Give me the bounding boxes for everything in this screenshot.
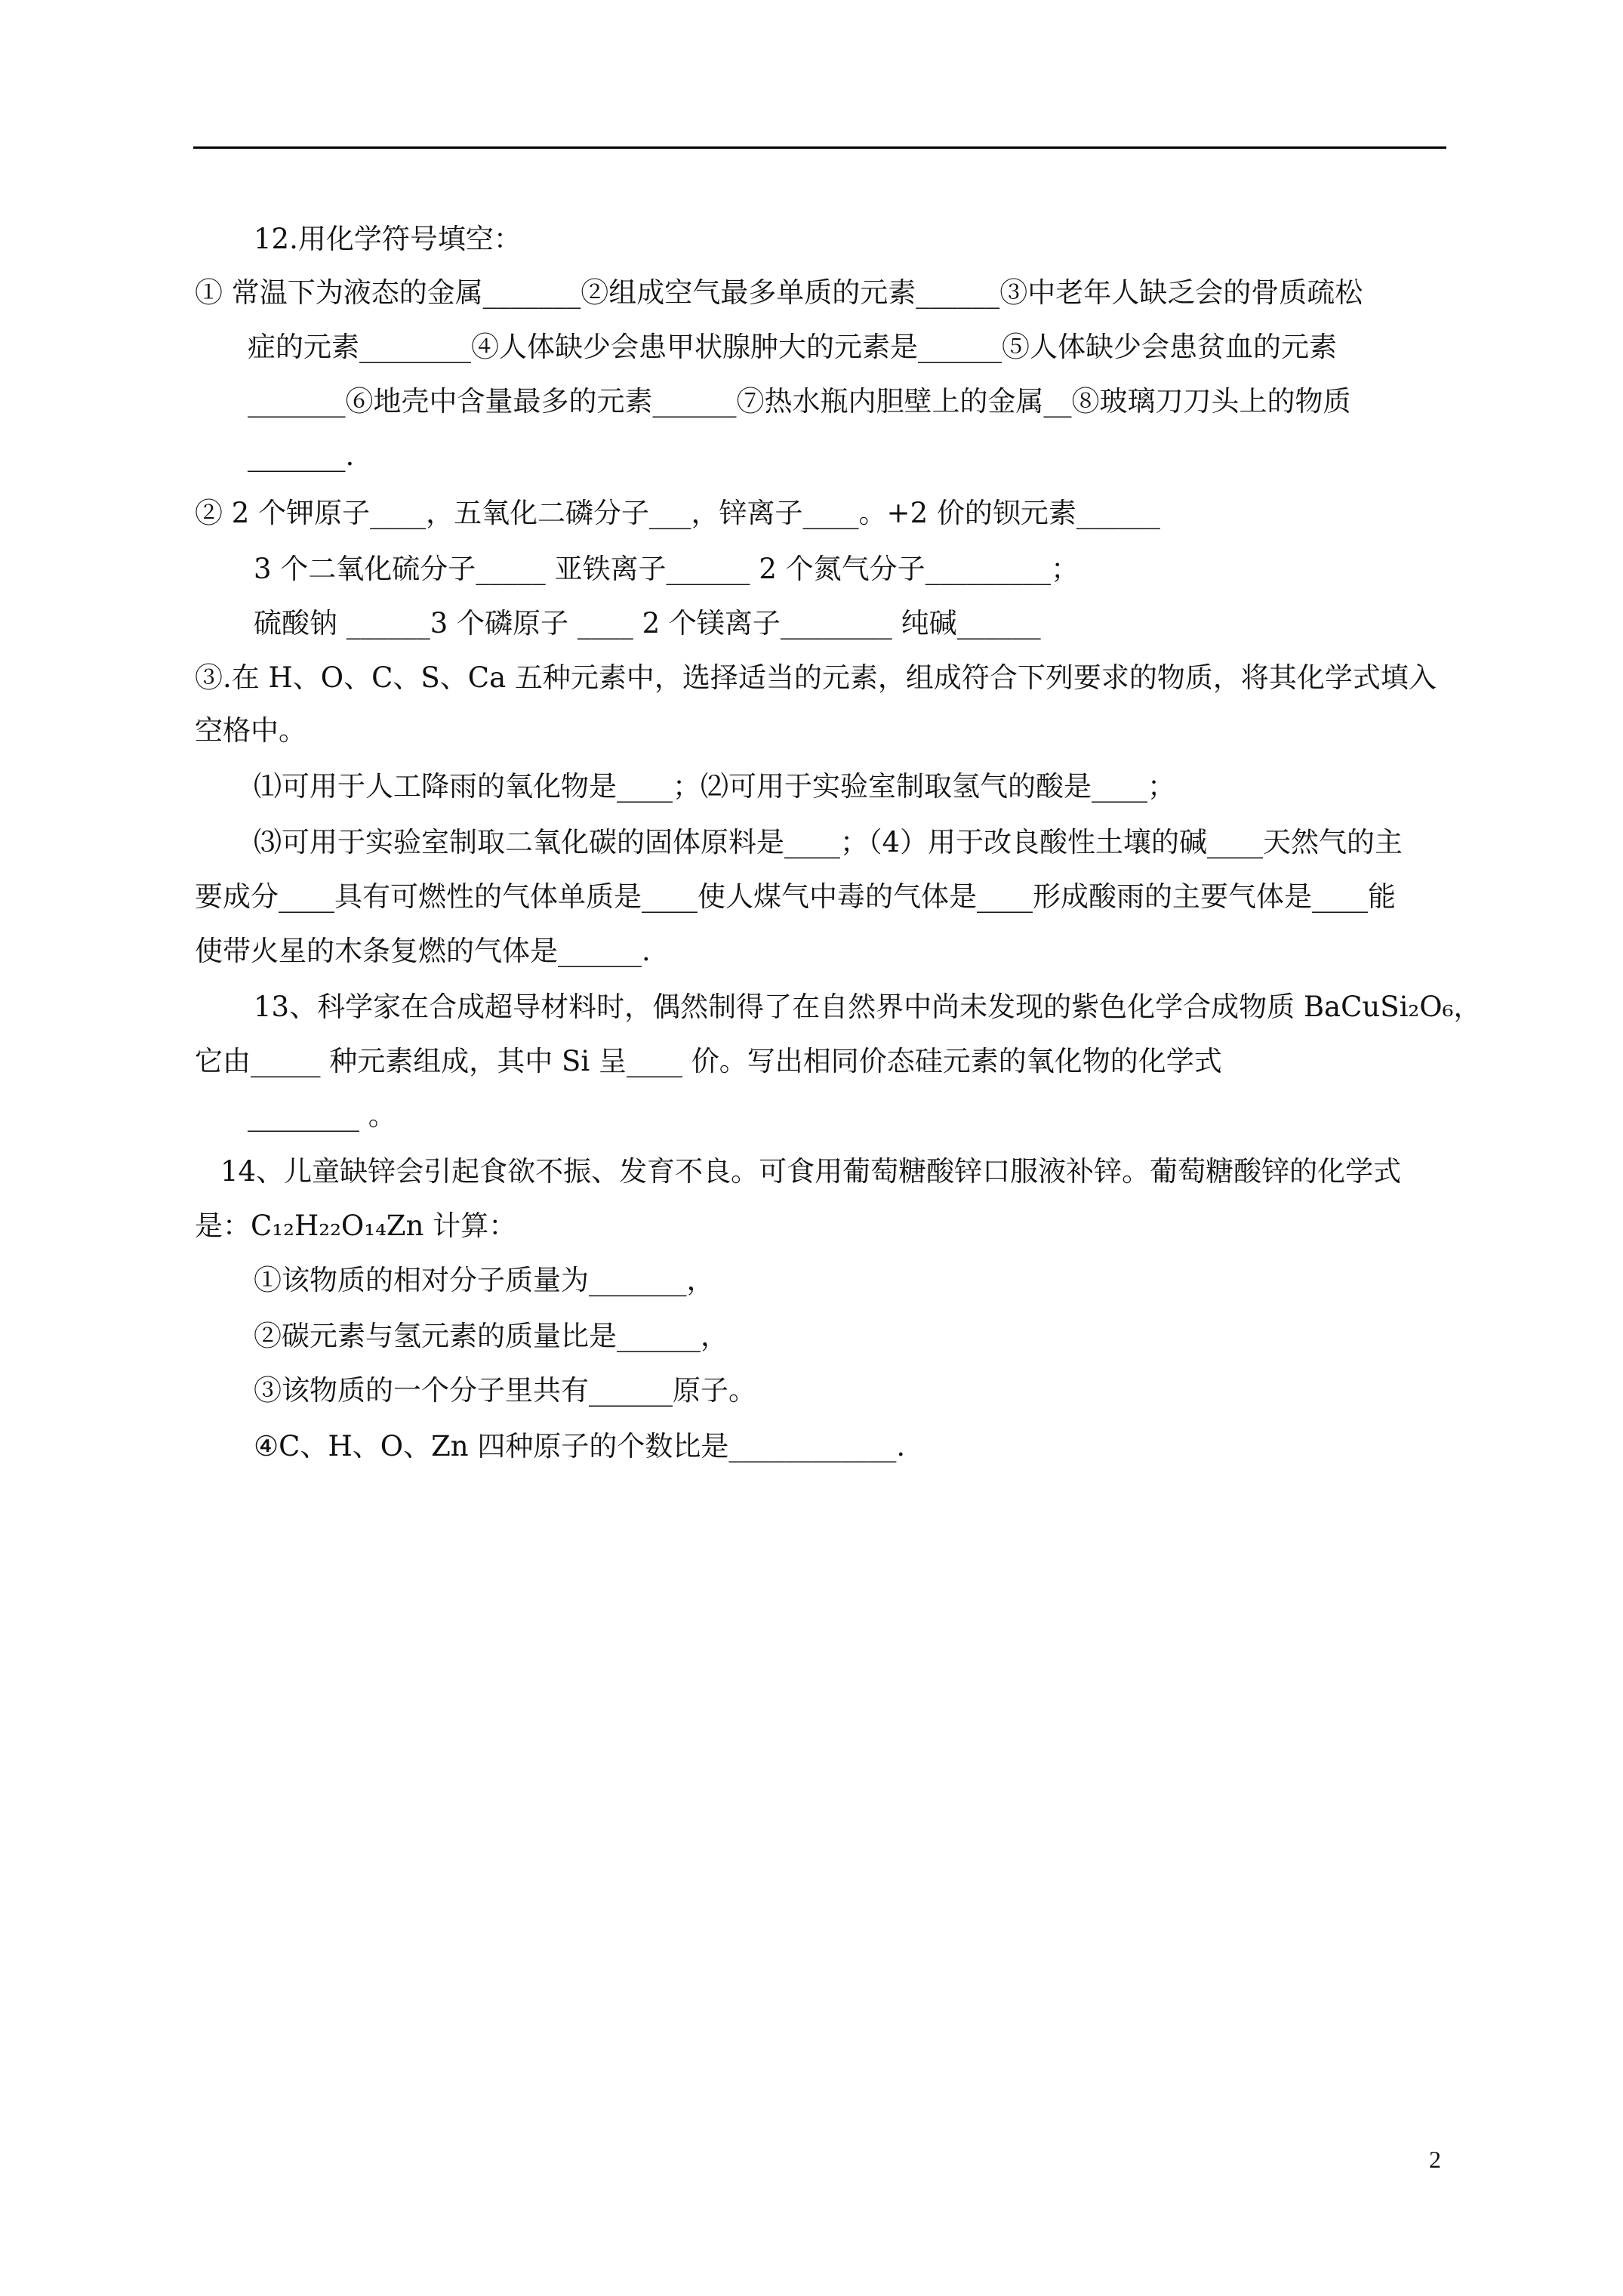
q13-line2: 它由_____ 种元素组成，其中 Si 呈____ 价。写出相同价态硅元素的氧化物的化学式 <box>195 1045 1222 1077</box>
q14-line1: 14、儿童缺锌会引起食欲不振、发育不良。可食用葡萄糖酸锌口服液补锌。葡萄糖酸锌的化学式 <box>220 1155 1402 1188</box>
q12-part1-line3: _______⑥地壳中含量最多的元素______⑦热水瓶内胆壁上的金属__⑧玻璃刀刀头上的物质 <box>248 385 1351 418</box>
q13-line1: 13、科学家在合成超导材料时，偶然制得了在自然界中尚未发现的紫色化学合成物质 BaCuSi₂O₆， <box>254 991 1482 1023</box>
q14-item1: ①该物质的相对分子质量为_______， <box>254 1264 715 1296</box>
q12-part2-line1: ② 2 个钾原子____，五氧化二磷分子___，锌离子____。+2 价的钡元素______ <box>195 497 1160 529</box>
q12-part3-line6: 使带火星的木条复燃的气体是______. <box>195 935 651 967</box>
q12-part1-line4: _______. <box>248 439 355 472</box>
q12-part3-item1: ⑴可用于人工降雨的氧化物是____；⑵可用于实验室制取氢气的酸是____； <box>254 770 1175 803</box>
page-number: 2 <box>1429 2146 1441 2173</box>
q12-title: 12.用化学符号填空： <box>254 223 522 255</box>
q14-item4: ④C、H、O、Zn 四种原子的个数比是____________. <box>254 1430 906 1462</box>
header-rule <box>193 146 1446 149</box>
q14-item3: ③该物质的一个分子里共有______原子。 <box>254 1374 756 1407</box>
q14-item2: ②碳元素与氢元素的质量比是______， <box>254 1320 728 1352</box>
q12-part3-line2: 空格中。 <box>195 714 306 747</box>
q14-line2: 是：C₁₂H₂₂O₁₄Zn 计算： <box>195 1210 517 1242</box>
q12-part2-line2: 3 个二氧化硫分子_____ 亚铁离子______ 2 个氮气分子_________； <box>254 553 1079 585</box>
q13-line3: ________ 。 <box>248 1099 396 1132</box>
q12-part2-line3: 硫酸钠 ______3 个磷原子 ____ 2 个镁离子________ 纯碱______ <box>254 607 1041 639</box>
q12-part1-line1: ① 常温下为液态的金属_______②组成空气最多单质的元素______③中老年人缺乏会的骨质疏松 <box>195 276 1363 309</box>
q12-part3-item3: ⑶可用于实验室制取二氧化碳的固体原料是____；（4）用于改良酸性土壤的碱____天然气的主 <box>254 826 1403 858</box>
q12-part3-line5: 要成分____具有可燃性的气体单质是____使人煤气中毒的气体是____形成酸雨的主要气体是____能 <box>195 880 1396 913</box>
q12-part1-line2: 症的元素________④人体缺少会患甲状腺肿大的元素是______⑤人体缺少会患贫血的元素 <box>248 331 1337 363</box>
q12-part3-line1: ③.在 H、O、C、S、Ca 五种元素中，选择适当的元素，组成符合下列要求的物质，将其化学式填入 <box>195 661 1437 694</box>
